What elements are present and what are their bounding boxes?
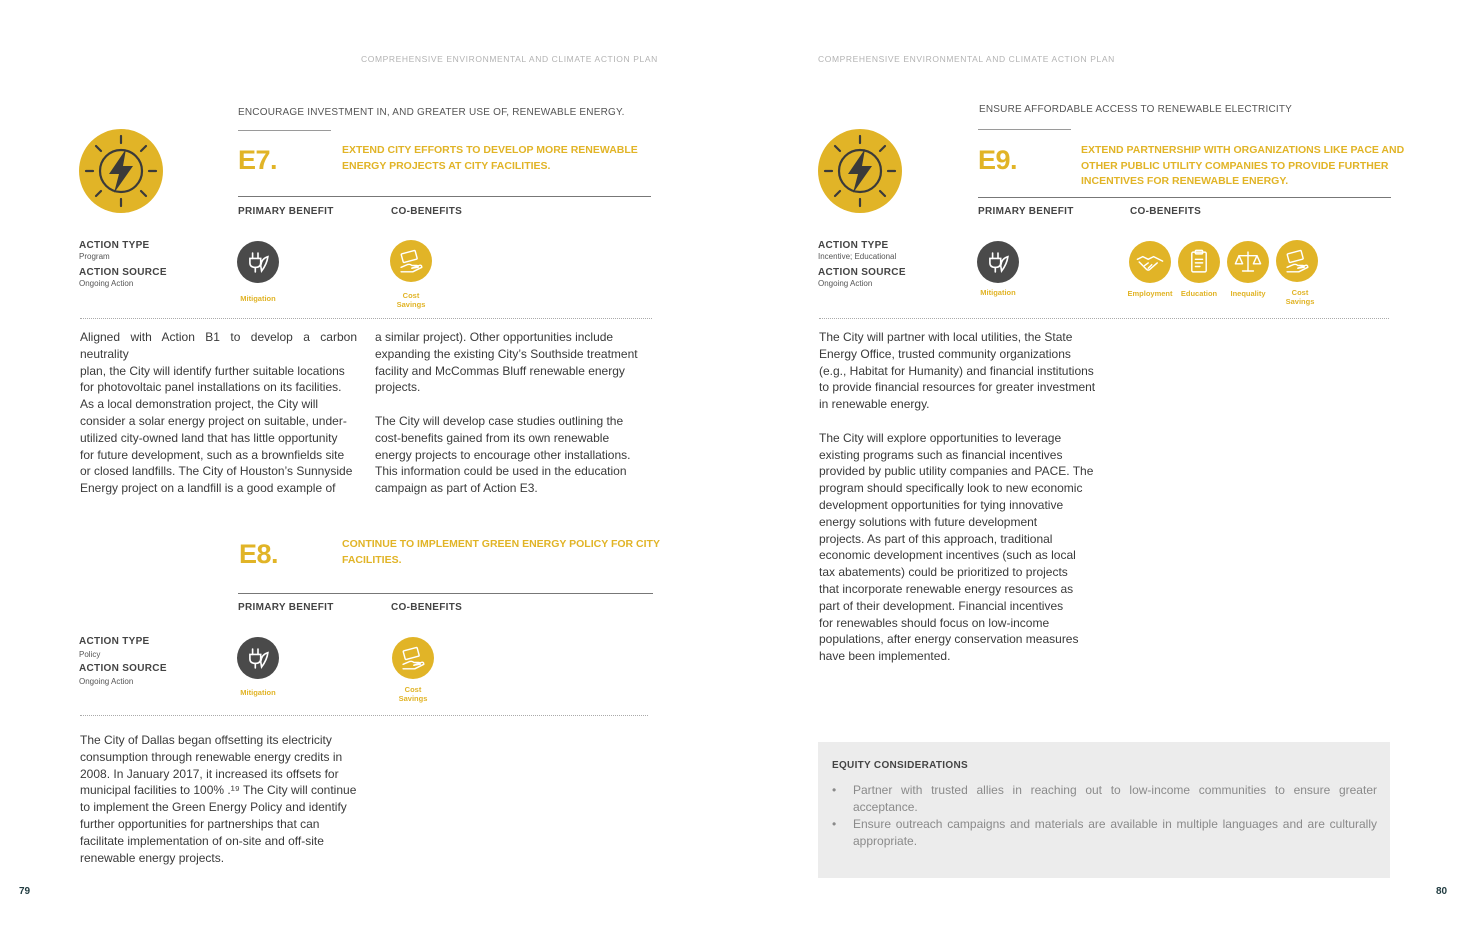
action-type-label: ACTION TYPE — [79, 240, 150, 251]
lightning-sun-icon — [818, 129, 902, 213]
action-code-e8: E8. — [239, 539, 279, 569]
goal-statement-right: ENSURE AFFORDABLE ACCESS TO RENEWABLE ELECTRICITY — [979, 104, 1293, 115]
plug-leaf-icon — [977, 241, 1019, 283]
co-benefits-header: CO-BENEFITS — [391, 602, 463, 613]
page-number-left: 79 — [19, 886, 31, 897]
primary-benefit-label: Mitigation — [240, 294, 276, 303]
list-item: • Ensure outreach campaigns and materials are available in multiple languages and are culturally appropriate. — [832, 816, 1377, 850]
title-rule — [238, 196, 651, 197]
goal-statement-left: ENCOURAGE INVESTMENT IN, AND GREATER USE OF, RENEWABLE ENERGY. — [238, 107, 625, 118]
handshake-icon — [1129, 241, 1171, 283]
action-source-value: Ongoing Action — [79, 677, 134, 686]
plug-leaf-icon — [237, 637, 279, 679]
scale-icon — [1227, 241, 1269, 283]
action-type-value: Incentive; Educational — [818, 252, 897, 261]
co-benefit-label: Inequality — [1230, 289, 1266, 298]
co-benefits-header: CO-BENEFITS — [391, 206, 463, 217]
action-meta-e9 — [818, 240, 906, 288]
hand-money-icon — [390, 240, 432, 282]
e8-body: The City of Dallas began offsetting its electricity consumption through renewable energy credits in 2008. In January 2017, it increased its offsets for municipal facilities to 100% .¹⁹ The City will continue to implement the Green Energy Policy and identify further opportunities for partnerships that can facilitate implementation of on-site and off-site renewable energy projects. — [80, 733, 357, 865]
title-rule — [978, 197, 1391, 198]
hand-money-icon — [392, 637, 434, 679]
action-source-label: ACTION SOURCE — [79, 663, 167, 674]
co-benefits-header: CO-BENEFITS — [1130, 206, 1202, 217]
goal-underline — [978, 129, 1071, 130]
running-header-right: COMPREHENSIVE ENVIRONMENTAL AND CLIMATE ACTION PLAN — [818, 54, 1115, 64]
hand-money-icon — [1276, 240, 1318, 282]
primary-benefit-header: PRIMARY BENEFIT — [978, 206, 1074, 217]
primary-benefit-header: PRIMARY BENEFIT — [238, 602, 334, 613]
equity-heading: EQUITY CONSIDERATIONS — [832, 760, 968, 771]
action-title-e8: CONTINUE TO IMPLEMENT GREEN ENERGY POLICY FOR CITY FACILITIES. — [342, 538, 660, 566]
action-source-label: ACTION SOURCE — [79, 267, 167, 278]
primary-benefit-label: Mitigation — [980, 288, 1016, 297]
action-type-value: Policy — [79, 650, 101, 659]
lightning-sun-icon — [79, 129, 163, 213]
action-code-e9: E9. — [978, 145, 1018, 175]
action-type-value: Program — [79, 252, 110, 261]
dotted-separator — [819, 318, 1389, 319]
action-title-e9: EXTEND PARTNERSHIP WITH ORGANIZATIONS LIKE PACE AND OTHER PUBLIC UTILITY COMPANIES TO PROVIDE FURTHER INCENTIVES FOR RENEWABLE ENERGY. — [1081, 144, 1405, 187]
action-source-label: ACTION SOURCE — [818, 267, 906, 278]
action-source-value: Ongoing Action — [79, 279, 134, 288]
co-benefit-label: Cost Savings — [398, 685, 428, 703]
co-benefit-label: Cost Savings — [1285, 288, 1315, 306]
e7-body-column-1: Aligned with Action B1 to develop a carbon neutrality plan, the City will identify further suitable locations for photovoltaic panel installations on its facilities. As a local demonstration project, the City will consider a solar energy project on suitable, under- utilized city-owned land that has little opportunity for future development, such as a brownfields site or closed landfills. The City of Houston’s Sunnyside Energy project on a landfill is a good example of — [80, 330, 357, 496]
dotted-separator — [80, 318, 652, 319]
action-source-value: Ongoing Action — [818, 279, 873, 288]
plug-leaf-icon — [237, 241, 279, 283]
action-type-label: ACTION TYPE — [818, 240, 889, 251]
action-code-e7: E7. — [238, 145, 278, 175]
action-type-label: ACTION TYPE — [79, 636, 150, 647]
action-meta-e8 — [79, 636, 167, 686]
page-number-right: 80 — [1436, 886, 1448, 897]
clipboard-icon — [1178, 241, 1220, 283]
action-meta-e7 — [79, 240, 167, 288]
co-benefit-label: Employment — [1127, 289, 1173, 298]
co-benefit-label: Cost Savings — [396, 291, 426, 309]
title-rule — [238, 593, 653, 594]
dotted-separator — [80, 715, 648, 716]
e7-body-column-2: a similar project). Other opportunities include expanding the existing City’s Southside treatment facility and McCommas Bluff renewable energy projects. The City will develop case studies outlining the cost-benefits gained from its own renewable energy projects to encourage other installations. This information could be used in the education campaign as part of Action E3. — [375, 330, 638, 496]
running-header-left: COMPREHENSIVE ENVIRONMENTAL AND CLIMATE ACTION PLAN — [361, 54, 658, 64]
equity-considerations-box — [818, 742, 1390, 878]
goal-underline — [238, 130, 331, 131]
primary-benefit-label: Mitigation — [240, 688, 276, 697]
primary-benefit-header: PRIMARY BENEFIT — [238, 206, 334, 217]
e9-body: The City will partner with local utilities, the State Energy Office, trusted community organizations (e.g., Habitat for Humanity) and financial institutions to provide financial resources for greater investment in renewable energy. The City will explore opportunities to leverage existing programs such as financial incentives provided by public utility companies and PACE. The program should specifically look to new economic development opportunities for tying innovative energy solutions with future development projects. As part of this approach, traditional economic development incentives (such as local tax abatements) could be prioritized to projects that incorporate renewable energy resources as part of their development. Financial incentives for renewables should focus on low-income populations, after energy conservation measures have been implemented. — [819, 330, 1096, 664]
equity-list — [832, 782, 1377, 850]
co-benefit-label: Education — [1180, 289, 1218, 298]
list-item: • Partner with trusted allies in reaching out to low-income communities to ensure greater acceptance. — [832, 782, 1377, 816]
action-title-e7: EXTEND CITY EFFORTS TO DEVELOP MORE RENEWABLE ENERGY PROJECTS AT CITY FACILITIES. — [342, 144, 638, 172]
